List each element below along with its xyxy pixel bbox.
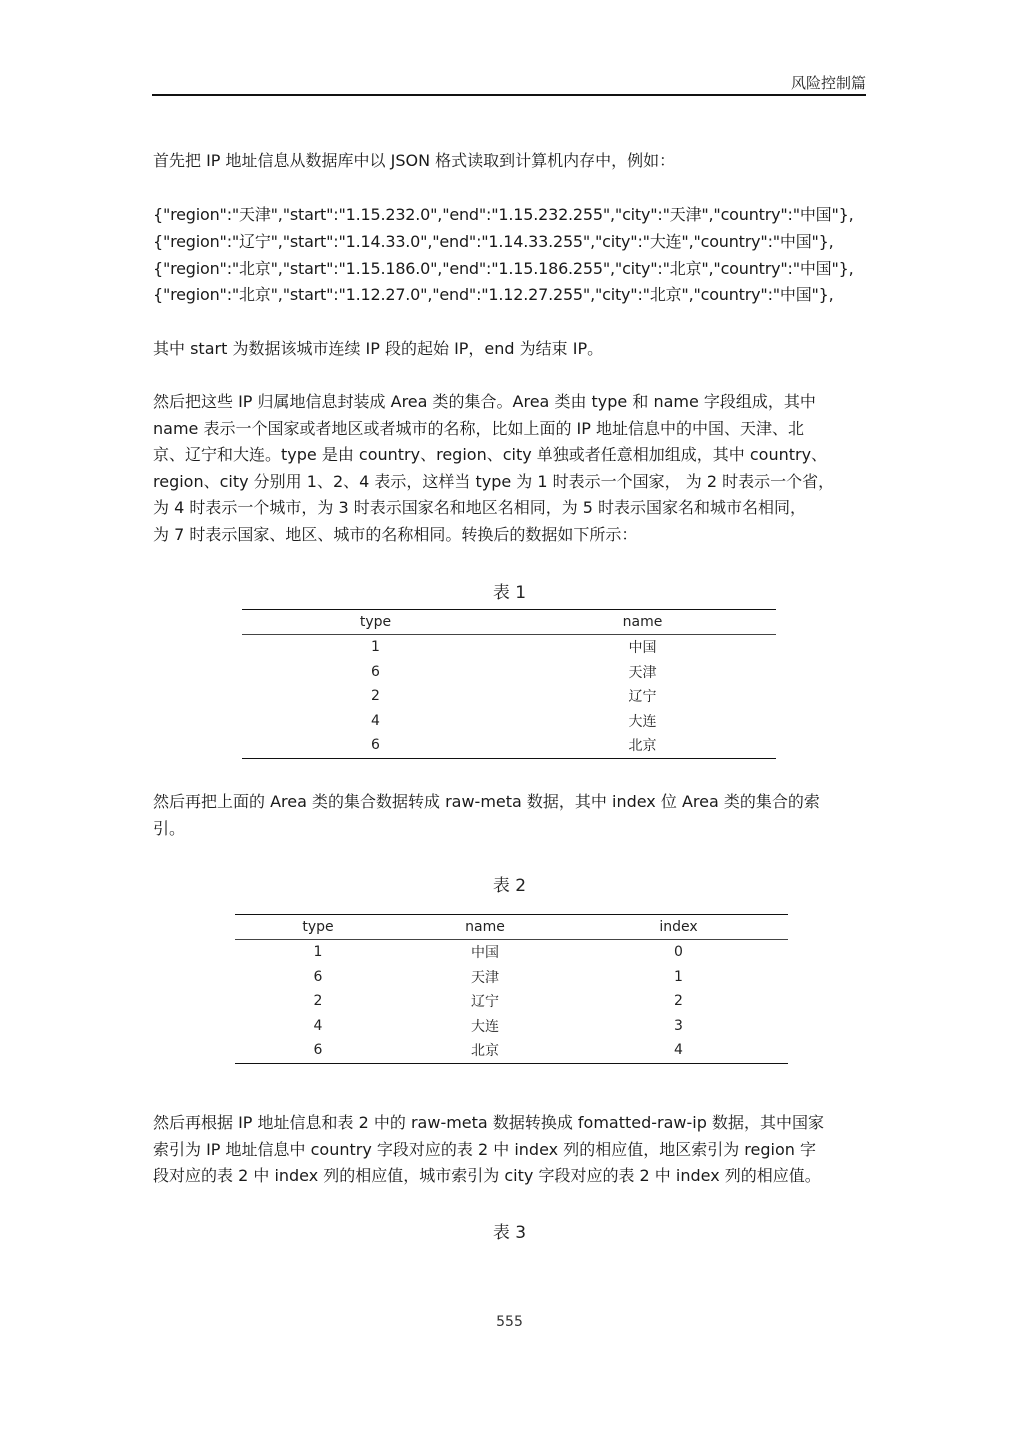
- table1: [242, 609, 776, 759]
- table3-caption: 表 3: [492, 1223, 527, 1243]
- column-header-name: name: [465, 919, 505, 935]
- table-row: 6 天津 1: [313, 968, 683, 986]
- json-line: {"region":"辽宁","start":"1.14.33.0","end":"1.14.33.255","city":"大连","country":"中国"},: [153, 231, 834, 251]
- table-header-row: [235, 915, 788, 940]
- table-row: 2 辽宁 2: [313, 993, 683, 1011]
- json-line: {"region":"北京","start":"1.12.27.0","end":"1.12.27.255","city":"北京","country":"中国"},: [153, 285, 834, 305]
- json-line: {"region":"天津","start":"1.15.232.0","end":"1.15.232.255","city":"天津","country":"中国"},: [153, 205, 854, 224]
- area-paragraph: 然后把这些 IP 归属地信息封装成 Area 类的集合。Area 类由 type 和 name 字段组成，其中 name 表示一个国家或者地区或者城市的名称，比如上面的 IP 地址信息中的中国、天津、北 京、辽宁和大连。type 是由 country、region、city 单独或者任意相加组成，其中 country、 region、city 分别用 1、2、4 表示，这样当 type 为 1 时表示一个国家， 为 2 时表示一个省， 为 4 时表示一个城市，为 3 时表示国家名和地区名相同，为 5 时表示国家名和城市名相同， 为 7 时表示国家、地区、城市的名称相同。转换后的数据如下所示：: [153, 392, 835, 544]
- table2: [235, 914, 788, 1064]
- json-line: {"region":"北京","start":"1.15.186.0","end":"1.15.186.255","city":"北京","country":"中国"},: [153, 258, 854, 278]
- table-row: 1 中国: [371, 639, 657, 657]
- table-header-row: [242, 610, 776, 635]
- raw-meta-paragraph: 然后再把上面的 Area 类的集合数据转成 raw-meta 数据，其中 index 位 Area 类的集合的索 引。: [153, 792, 820, 838]
- json-example-block: [153, 202, 866, 309]
- column-header-index: index: [659, 919, 698, 935]
- table-row: 6 北京: [242, 733, 776, 758]
- header-divider: [152, 94, 866, 96]
- intro-paragraph: 首先把 IP 地址信息从数据库中以 JSON 格式读取到计算机内存中，例如：: [153, 151, 676, 170]
- final-paragraph: 然后再根据 IP 地址信息和表 2 中的 raw-meta 数据转换成 fomatted-raw-ip 数据，其中国家 索引为 IP 地址信息中 country 字段对应的表 2 中 index 列的相应值，地区索引为 region 字 段对应的表 2 中 index 列的相应值，城市索引为 city 字段对应的表 2 中 index 列的相应值。: [153, 1113, 824, 1185]
- table1-caption: 表 1: [492, 583, 527, 603]
- table-row: 2 辽宁: [371, 688, 657, 706]
- table-row: 4 大连: [371, 712, 657, 730]
- column-header-type: type: [359, 614, 392, 630]
- start-end-note: 其中 start 为数据该城市连续 IP 段的起始 IP，end 为结束 IP。: [153, 339, 604, 358]
- table-row: 4 大连 3: [313, 1017, 683, 1035]
- column-header-type: type: [302, 919, 334, 935]
- table-row: 1 中国 0: [313, 944, 683, 962]
- page-number: 555: [496, 1314, 523, 1330]
- table-row: 6 北京 4: [235, 1038, 788, 1063]
- running-header: 风险控制篇: [790, 74, 866, 92]
- table2-caption: 表 2: [492, 876, 527, 896]
- table-row: 6 天津: [371, 663, 657, 681]
- column-header-name: name: [622, 614, 663, 630]
